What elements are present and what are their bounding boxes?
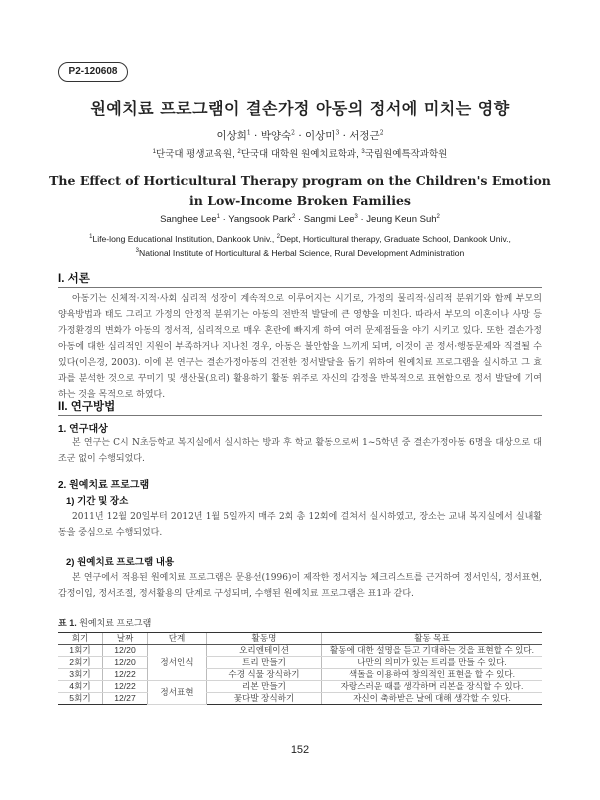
table-row xyxy=(58,669,542,681)
english-title-line-2: in Low-Income Broken Families xyxy=(189,193,411,208)
author-sup: 3 xyxy=(354,214,358,220)
author-name: Sangmi Lee xyxy=(303,214,355,226)
subsection-1-body xyxy=(58,435,542,467)
cell-activity: 꽃다발 장식하기 xyxy=(207,693,322,705)
author-name: Jeung Keun Suh xyxy=(366,214,437,226)
table-caption-label: 표 1. xyxy=(58,618,77,628)
author-sup: 2 xyxy=(291,214,296,220)
cell-activity: 리본 만들기 xyxy=(207,681,322,693)
table-header-cell: 회기 xyxy=(58,633,103,645)
affil-text: 국립원예특작과학원 xyxy=(364,149,448,160)
subsection-2-2-heading: 2) 원예치료 프로그램 내용 xyxy=(66,557,175,568)
affil-sup: 1 xyxy=(152,148,157,155)
cell-goal: 나만의 의미가 있는 트리를 만들 수 있다. xyxy=(322,657,543,669)
affil-text: 단국대 평생교육원, xyxy=(156,149,238,160)
affil-text: Dept, Horticultural therapy, Graduate School, Dankook Univ., xyxy=(280,233,511,244)
author-name: 서정근 xyxy=(349,130,380,142)
table-header-cell: 날짜 xyxy=(103,633,148,645)
korean-title: 원예치료 프로그램이 결손가정 아동의 정서에 미치는 영향 xyxy=(90,99,510,118)
table-row xyxy=(58,693,542,705)
korean-authors: 이상희$^1$ · 박양숙$^2$ · 이상미$^3$ · 서정근$^2$ xyxy=(216,129,384,142)
table-header-cell: 단계 xyxy=(148,633,207,645)
author-sup: 2 xyxy=(436,214,440,220)
author-name: Sanghee Lee xyxy=(160,214,217,226)
author-name: 이상희 xyxy=(216,130,247,142)
cell-stage: 정서인식 xyxy=(148,645,207,681)
cell-session: 3회기 xyxy=(58,669,103,681)
cell-session: 2회기 xyxy=(58,657,103,669)
subsection-2-2-body xyxy=(58,570,542,602)
cell-session: 1회기 xyxy=(58,645,103,657)
english-authors: Sanghee Lee$^1$ · Yangsook Park$^2$ · Sangmi Lee$^3$ · Jeung Keun Suh$^2$ xyxy=(160,214,440,226)
cell-goal: 활동에 대한 설명을 듣고 기대하는 것을 표현할 수 있다. xyxy=(322,645,543,657)
table-caption-text: 원예치료 프로그램 xyxy=(79,618,152,628)
author-sup: 1 xyxy=(246,129,251,137)
cell-goal: 색돌을 이용하여 창의적인 표현을 할 수 있다. xyxy=(322,669,543,681)
cell-goal: 자신이 축하받은 날에 대해 생각할 수 있다. xyxy=(322,693,543,705)
author-sup: 2 xyxy=(291,129,295,137)
section-1-rule xyxy=(58,287,542,288)
korean-affiliations xyxy=(0,146,600,160)
paragraph: 본 연구는 C시 N초등학교 복지실에서 실시하는 방과 후 학교 활동으로써 1~5학년 중 결손가정아동 6명을 대상으로 대조군 없이 수행되었다. xyxy=(58,438,542,464)
subsection-2-1-heading: 1) 기간 및 장소 xyxy=(66,496,129,507)
paper-id-badge: P2-120608 xyxy=(58,62,128,82)
author-name: 박양숙 xyxy=(260,130,292,142)
table-header-cell: 활동 목표 xyxy=(322,633,543,645)
subsection-2-1-body xyxy=(58,509,542,541)
paragraph: 2011년 12월 20일부터 2012년 1월 5일까지 매주 2회 총 12회에 걸쳐서 실시하였고, 장소는 교내 복지실에서 실내활동을 중심으로 수행되었다. xyxy=(58,512,542,538)
table-row xyxy=(58,657,542,669)
program-table xyxy=(58,632,542,705)
affil-sup: 2 xyxy=(276,234,281,240)
cell-date: 12/22 xyxy=(103,681,148,693)
table-header-row xyxy=(58,633,542,645)
table-header-cell: 활동명 xyxy=(207,633,322,645)
affil-sup: 3 xyxy=(135,247,140,254)
page-number: 152 xyxy=(290,744,310,756)
subsection-2-heading: 2. 원예치료 프로그램 xyxy=(58,480,150,491)
cell-date: 12/27 xyxy=(103,693,148,705)
cell-date: 12/22 xyxy=(103,669,148,681)
section-2-heading: II. 연구방법 xyxy=(58,401,116,413)
cell-date: 12/20 xyxy=(103,645,148,657)
english-title-line-1: The Effect of Horticultural Therapy program on the Children's Emotion xyxy=(49,173,551,188)
cell-activity: 오리엔테이션 xyxy=(207,645,322,657)
cell-date: 12/20 xyxy=(103,657,148,669)
english-affiliations xyxy=(0,231,600,259)
section-2-rule xyxy=(58,415,542,416)
section-1-body xyxy=(58,291,542,403)
english-affil-line-2 xyxy=(0,245,600,259)
author-sup: 1 xyxy=(216,214,220,220)
subsection-1-heading: 1. 연구대상 xyxy=(58,424,108,435)
section-1-heading: I. 서론 xyxy=(58,273,90,285)
affil-text: Life-long Educational Institution, Dankook Univ., xyxy=(92,233,277,244)
cell-session: 5회기 xyxy=(58,693,103,705)
table-row xyxy=(58,681,542,693)
paragraph: 아동기는 신체적·지적·사회 심리적 성장이 계속적으로 이루어지는 시기로, 가정의 물리적·심리적 분위기와 함께 부모의 양육방법과 태도 그리고 가정의 안정적 분위기는 아동의 전반적 발달에 큰 영향을 미친다. 따라서 부모의 이혼이나 사망 등 가정환경의 변화가 아동의 정서적, 심리적으로 매우 혼란에 빠지게 하여 여러 문제점들을 야기 시키고 있다. 또한 결손가정 아동에 대한 심리적인 지원이 부족하거나 지나친 경우, 아동은 불안함을 느끼게 되며, 이것이 곧 정서·행동문제와 직결될 수 있다(이은경, 2003). 이에 본 연구는 결손가정아동의 건전한 정서발달을 돕기 위하여 원예치료 프로그램을 실시하고 그 효과를 분석한 것으로 꾸미기 및 생산물(요리) 활용하기 활동 위주로 자신의 감정을 반복적으로 표현함으로 정서 발달에 기여하는 것을 목적으로 하였다. xyxy=(58,294,542,400)
english-title xyxy=(0,171,600,211)
cell-goal: 자랑스러운 때를 생각하며 리본을 장식할 수 있다. xyxy=(322,681,543,693)
author-sup: 2 xyxy=(379,129,384,137)
cell-activity: 트리 만들기 xyxy=(207,657,322,669)
affil-text: National Institute of Horticultural & Herbal Science, Rural Development Administration xyxy=(139,247,465,258)
table-caption xyxy=(58,616,151,629)
cell-session: 4회기 xyxy=(58,681,103,693)
cell-activity: 수경 식물 장식하기 xyxy=(207,669,322,681)
author-name: Yangsook Park xyxy=(228,214,292,226)
author-name: 이상미 xyxy=(305,130,336,142)
table-row xyxy=(58,645,542,657)
affil-sup: 3 xyxy=(361,148,365,155)
affil-text: 단국대 대학원 원예치료학과, xyxy=(240,149,362,160)
affil-sup: 1 xyxy=(89,234,93,240)
english-affil-line-1 xyxy=(0,231,600,245)
cell-stage: 정서표현 xyxy=(148,681,207,705)
affil-sup: 2 xyxy=(237,148,241,155)
author-sup: 3 xyxy=(335,129,340,137)
paragraph: 본 연구에서 적용된 원예치료 프로그램은 문용선(1996)이 제작한 정서지능 체크리스트를 근거하여 정서인식, 정서표현, 감정이입, 정서조절, 정서활용의 단계로 구성되며, 수행된 원예치료 프로그램은 표1과 같다. xyxy=(58,573,542,599)
